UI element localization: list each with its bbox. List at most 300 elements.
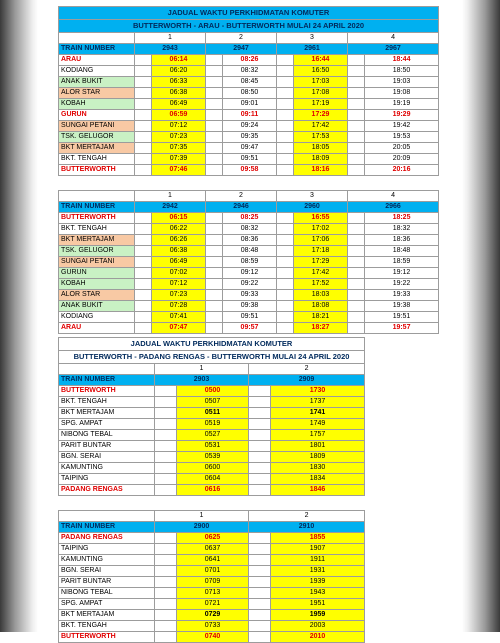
cell-spacer — [277, 121, 294, 132]
cell-spacer — [249, 474, 271, 485]
station-name: PADANG RENGAS — [59, 533, 155, 544]
cell-spacer — [206, 165, 223, 176]
departure-time: 07:23 — [152, 132, 206, 143]
departure-time: 19:08 — [365, 88, 439, 99]
departure-time: 1931 — [271, 566, 365, 577]
table-row — [59, 143, 439, 154]
departure-time: 19:33 — [365, 290, 439, 301]
departure-time: 17:52 — [294, 279, 348, 290]
cell-spacer — [155, 485, 177, 496]
departure-time: 07:41 — [152, 312, 206, 323]
departure-time: 0729 — [177, 610, 249, 621]
departure-time: 07:39 — [152, 154, 206, 165]
cell-spacer — [249, 577, 271, 588]
cell-spacer — [277, 279, 294, 290]
cell-spacer — [135, 132, 152, 143]
cell-spacer — [155, 474, 177, 485]
cell-spacer — [348, 235, 365, 246]
departure-time: 19:12 — [365, 268, 439, 279]
train-number: 2942 — [135, 202, 206, 213]
departure-time: 08:36 — [223, 235, 277, 246]
scan-edge-left — [0, 0, 38, 632]
station-name: ANAK BUKIT — [59, 77, 135, 88]
column-index: 2 — [249, 511, 365, 522]
station-name: ANAK BUKIT — [59, 301, 135, 312]
departure-time: 09:51 — [223, 312, 277, 323]
cell-spacer — [348, 132, 365, 143]
station-name: NIBONG TEBAL — [59, 588, 155, 599]
cell-spacer — [155, 544, 177, 555]
table-row — [59, 323, 439, 334]
table-row — [59, 430, 365, 441]
cell-spacer — [135, 110, 152, 121]
departure-time: 0616 — [177, 485, 249, 496]
table-row — [59, 312, 439, 323]
timetable-subtitle: BUTTERWORTH - PADANG RENGAS - BUTTERWORTH MULAI 24 APRIL 2020 — [59, 351, 365, 364]
cell-spacer — [135, 224, 152, 235]
cell-spacer — [277, 213, 294, 224]
train-number: 2946 — [206, 202, 277, 213]
station-name: GURUN — [59, 110, 135, 121]
departure-time: 18:03 — [294, 290, 348, 301]
departure-time: 0604 — [177, 474, 249, 485]
cell-spacer — [206, 290, 223, 301]
cell-spacer — [249, 621, 271, 632]
station-name: NIBONG TEBAL — [59, 430, 155, 441]
departure-time: 1809 — [271, 452, 365, 463]
train-number: 2943 — [135, 44, 206, 55]
departure-time: 17:42 — [294, 121, 348, 132]
cell-spacer — [206, 301, 223, 312]
table-row — [59, 610, 365, 621]
cell-spacer — [206, 154, 223, 165]
station-name: TAIPING — [59, 474, 155, 485]
station-name: BUTTERWORTH — [59, 386, 155, 397]
departure-time: 0625 — [177, 533, 249, 544]
cell-spacer — [249, 632, 271, 643]
departure-time: 06:26 — [152, 235, 206, 246]
index-row-blank — [59, 33, 135, 44]
table-row — [59, 588, 365, 599]
table-row — [59, 632, 365, 643]
cell-spacer — [206, 77, 223, 88]
table-row — [59, 408, 365, 419]
station-name: KODIANG — [59, 66, 135, 77]
cell-spacer — [206, 143, 223, 154]
table-row — [59, 485, 365, 496]
cell-spacer — [206, 99, 223, 110]
cell-spacer — [277, 312, 294, 323]
cell-spacer — [135, 154, 152, 165]
table-row — [59, 577, 365, 588]
departure-time: 18:05 — [294, 143, 348, 154]
cell-spacer — [206, 110, 223, 121]
departure-time: 17:06 — [294, 235, 348, 246]
departure-time: 17:42 — [294, 268, 348, 279]
cell-spacer — [206, 121, 223, 132]
station-name: BKT. TENGAH — [59, 154, 135, 165]
departure-time: 09:57 — [223, 323, 277, 334]
cell-spacer — [249, 544, 271, 555]
table-row — [59, 279, 439, 290]
departure-time: 17:19 — [294, 99, 348, 110]
cell-spacer — [249, 599, 271, 610]
station-name: BKT MERTAJAM — [59, 235, 135, 246]
departure-time: 19:29 — [365, 110, 439, 121]
cell-spacer — [348, 213, 365, 224]
cell-spacer — [155, 463, 177, 474]
departure-time: 07:46 — [152, 165, 206, 176]
departure-time: 06:14 — [152, 55, 206, 66]
cell-spacer — [135, 121, 152, 132]
departure-time: 0713 — [177, 588, 249, 599]
cell-spacer — [155, 441, 177, 452]
departure-time: 09:24 — [223, 121, 277, 132]
table-row — [59, 55, 439, 66]
cell-spacer — [135, 55, 152, 66]
cell-spacer — [155, 397, 177, 408]
cell-spacer — [135, 77, 152, 88]
cell-spacer — [277, 165, 294, 176]
cell-spacer — [135, 99, 152, 110]
station-name: PARIT BUNTAR — [59, 577, 155, 588]
section-spacer — [59, 496, 365, 511]
departure-time: 1830 — [271, 463, 365, 474]
cell-spacer — [135, 301, 152, 312]
station-name: BKT MERTAJAM — [59, 610, 155, 621]
departure-time: 06:22 — [152, 224, 206, 235]
column-index: 2 — [206, 191, 277, 202]
table-row — [59, 555, 365, 566]
cell-spacer — [348, 55, 365, 66]
station-name: SUNGAI PETANI — [59, 257, 135, 268]
cell-spacer — [348, 165, 365, 176]
station-name: KODIANG — [59, 312, 135, 323]
station-name: KAMUNTING — [59, 463, 155, 474]
table-row — [59, 257, 439, 268]
departure-time: 17:29 — [294, 257, 348, 268]
train-number: 2960 — [277, 202, 348, 213]
station-name: BUTTERWORTH — [59, 632, 155, 643]
cell-spacer — [348, 246, 365, 257]
table-row — [59, 599, 365, 610]
timetable-title: JADUAL WAKTU PERKHIDMATAN KOMUTER — [59, 7, 439, 20]
cell-spacer — [348, 99, 365, 110]
station-name: ARAU — [59, 323, 135, 334]
cell-spacer — [206, 312, 223, 323]
column-index: 2 — [249, 364, 365, 375]
station-name: BUTTERWORTH — [59, 165, 135, 176]
departure-time: 06:33 — [152, 77, 206, 88]
index-row-blank — [59, 511, 155, 522]
departure-time: 19:22 — [365, 279, 439, 290]
departure-time: 16:55 — [294, 213, 348, 224]
table-row — [59, 474, 365, 485]
cell-spacer — [135, 312, 152, 323]
station-name: ALOR STAR — [59, 290, 135, 301]
departure-time: 18:08 — [294, 301, 348, 312]
departure-time: 1951 — [271, 599, 365, 610]
cell-spacer — [348, 143, 365, 154]
scan-edge-right — [462, 0, 500, 632]
cell-spacer — [277, 257, 294, 268]
station-name: BKT. TENGAH — [59, 621, 155, 632]
cell-spacer — [348, 121, 365, 132]
departure-time: 06:49 — [152, 257, 206, 268]
table-row — [59, 621, 365, 632]
departure-time: 19:03 — [365, 77, 439, 88]
cell-spacer — [206, 213, 223, 224]
cell-spacer — [155, 430, 177, 441]
station-name: GURUN — [59, 268, 135, 279]
departure-time: 18:09 — [294, 154, 348, 165]
cell-spacer — [277, 323, 294, 334]
departure-time: 09:35 — [223, 132, 277, 143]
table-row — [59, 213, 439, 224]
cell-spacer — [249, 419, 271, 430]
departure-time: 09:58 — [223, 165, 277, 176]
departure-time: 08:26 — [223, 55, 277, 66]
station-name: BUTTERWORTH — [59, 213, 135, 224]
cell-spacer — [277, 143, 294, 154]
departure-time: 07:02 — [152, 268, 206, 279]
departure-time: 0709 — [177, 577, 249, 588]
cell-spacer — [155, 408, 177, 419]
departure-time: 09:11 — [223, 110, 277, 121]
cell-spacer — [249, 588, 271, 599]
departure-time: 0507 — [177, 397, 249, 408]
departure-time: 18:21 — [294, 312, 348, 323]
departure-time: 09:47 — [223, 143, 277, 154]
station-name: SPG. AMPAT — [59, 599, 155, 610]
departure-time: 1730 — [271, 386, 365, 397]
train-number-header: TRAIN NUMBER — [59, 202, 135, 213]
departure-time: 20:09 — [365, 154, 439, 165]
cell-spacer — [348, 257, 365, 268]
departure-time: 1855 — [271, 533, 365, 544]
column-index: 3 — [277, 191, 348, 202]
station-name: TSK. GELUGOR — [59, 132, 135, 143]
table-row — [59, 121, 439, 132]
column-index: 1 — [155, 511, 249, 522]
cell-spacer — [155, 419, 177, 430]
departure-time: 18:48 — [365, 246, 439, 257]
cell-spacer — [249, 452, 271, 463]
table-row — [59, 165, 439, 176]
table-row — [59, 290, 439, 301]
table-row — [59, 386, 365, 397]
departure-time: 18:44 — [365, 55, 439, 66]
departure-time: 0641 — [177, 555, 249, 566]
departure-time: 07:35 — [152, 143, 206, 154]
departure-time: 1834 — [271, 474, 365, 485]
departure-time: 19:51 — [365, 312, 439, 323]
cell-spacer — [348, 154, 365, 165]
cell-spacer — [135, 66, 152, 77]
timetable-title: JADUAL WAKTU PERKHIDMATAN KOMUTER — [59, 338, 365, 351]
table-row — [59, 246, 439, 257]
cell-spacer — [249, 533, 271, 544]
departure-time: 0527 — [177, 430, 249, 441]
departure-time: 0600 — [177, 463, 249, 474]
cell-spacer — [348, 88, 365, 99]
departure-time: 18:50 — [365, 66, 439, 77]
departure-time: 0531 — [177, 441, 249, 452]
cell-spacer — [155, 577, 177, 588]
train-number: 2967 — [348, 44, 439, 55]
cell-spacer — [348, 301, 365, 312]
cell-spacer — [348, 323, 365, 334]
cell-spacer — [155, 621, 177, 632]
cell-spacer — [206, 246, 223, 257]
table-row — [59, 441, 365, 452]
cell-spacer — [249, 441, 271, 452]
cell-spacer — [206, 323, 223, 334]
departure-time: 07:12 — [152, 279, 206, 290]
station-name: PADANG RENGAS — [59, 485, 155, 496]
table-row — [59, 301, 439, 312]
departure-time: 1846 — [271, 485, 365, 496]
train-number-header: TRAIN NUMBER — [59, 44, 135, 55]
departure-time: 19:42 — [365, 121, 439, 132]
departure-time: 09:12 — [223, 268, 277, 279]
departure-time: 19:19 — [365, 99, 439, 110]
column-index: 4 — [348, 191, 439, 202]
departure-time: 20:16 — [365, 165, 439, 176]
table-row — [59, 99, 439, 110]
cell-spacer — [277, 99, 294, 110]
station-name: BGN. SERAI — [59, 566, 155, 577]
train-number: 2961 — [277, 44, 348, 55]
cell-spacer — [249, 485, 271, 496]
departure-time: 06:49 — [152, 99, 206, 110]
index-row-blank — [59, 191, 135, 202]
cell-spacer — [249, 430, 271, 441]
cell-spacer — [249, 386, 271, 397]
departure-time: 0721 — [177, 599, 249, 610]
table-row — [59, 544, 365, 555]
departure-time: 1907 — [271, 544, 365, 555]
cell-spacer — [135, 290, 152, 301]
departure-time: 0519 — [177, 419, 249, 430]
station-name: ALOR STAR — [59, 88, 135, 99]
departure-time: 17:29 — [294, 110, 348, 121]
train-number: 2966 — [348, 202, 439, 213]
cell-spacer — [348, 224, 365, 235]
departure-time: 07:47 — [152, 323, 206, 334]
cell-spacer — [277, 268, 294, 279]
train-number: 2910 — [249, 522, 365, 533]
table-row — [59, 66, 439, 77]
train-number: 2903 — [155, 375, 249, 386]
station-name: BKT MERTAJAM — [59, 408, 155, 419]
departure-time: 1741 — [271, 408, 365, 419]
departure-time: 0539 — [177, 452, 249, 463]
cell-spacer — [277, 224, 294, 235]
section-spacer — [59, 176, 439, 191]
departure-time: 18:59 — [365, 257, 439, 268]
departure-time: 06:15 — [152, 213, 206, 224]
cell-spacer — [135, 246, 152, 257]
table-row — [59, 88, 439, 99]
cell-spacer — [135, 268, 152, 279]
cell-spacer — [277, 88, 294, 99]
departure-time: 07:23 — [152, 290, 206, 301]
cell-spacer — [249, 397, 271, 408]
table-row — [59, 110, 439, 121]
column-index: 4 — [348, 33, 439, 44]
train-number: 2947 — [206, 44, 277, 55]
departure-time: 1943 — [271, 588, 365, 599]
cell-spacer — [206, 132, 223, 143]
train-number: 2909 — [249, 375, 365, 386]
cell-spacer — [135, 323, 152, 334]
departure-time: 09:22 — [223, 279, 277, 290]
cell-spacer — [155, 588, 177, 599]
station-name: SPG. AMPAT — [59, 419, 155, 430]
departure-time: 19:57 — [365, 323, 439, 334]
departure-time: 08:48 — [223, 246, 277, 257]
departure-time: 19:38 — [365, 301, 439, 312]
cell-spacer — [155, 610, 177, 621]
table-row — [59, 132, 439, 143]
station-name: BKT MERTAJAM — [59, 143, 135, 154]
station-name: TAIPING — [59, 544, 155, 555]
station-name: BKT. TENGAH — [59, 224, 135, 235]
departure-time: 18:27 — [294, 323, 348, 334]
cell-spacer — [249, 555, 271, 566]
departure-time: 1959 — [271, 610, 365, 621]
cell-spacer — [206, 66, 223, 77]
timetable-padang-rengas — [58, 337, 365, 643]
table-row — [59, 452, 365, 463]
cell-spacer — [155, 386, 177, 397]
cell-spacer — [206, 88, 223, 99]
departure-time: 1939 — [271, 577, 365, 588]
cell-spacer — [277, 235, 294, 246]
cell-spacer — [135, 235, 152, 246]
train-number: 2900 — [155, 522, 249, 533]
cell-spacer — [348, 77, 365, 88]
cell-spacer — [348, 290, 365, 301]
column-index: 1 — [135, 191, 206, 202]
departure-time: 06:20 — [152, 66, 206, 77]
cell-spacer — [155, 533, 177, 544]
cell-spacer — [155, 599, 177, 610]
cell-spacer — [155, 555, 177, 566]
cell-spacer — [206, 235, 223, 246]
cell-spacer — [135, 143, 152, 154]
station-name: KAMUNTING — [59, 555, 155, 566]
departure-time: 06:38 — [152, 246, 206, 257]
table-row — [59, 268, 439, 279]
departure-time: 19:53 — [365, 132, 439, 143]
index-row-blank — [59, 364, 155, 375]
departure-time: 2003 — [271, 621, 365, 632]
departure-time: 0733 — [177, 621, 249, 632]
cell-spacer — [135, 257, 152, 268]
departure-time: 18:16 — [294, 165, 348, 176]
cell-spacer — [277, 290, 294, 301]
cell-spacer — [249, 408, 271, 419]
cell-spacer — [155, 566, 177, 577]
departure-time: 1911 — [271, 555, 365, 566]
cell-spacer — [277, 77, 294, 88]
table-row — [59, 224, 439, 235]
cell-spacer — [277, 110, 294, 121]
departure-time: 17:18 — [294, 246, 348, 257]
departure-time: 08:32 — [223, 66, 277, 77]
